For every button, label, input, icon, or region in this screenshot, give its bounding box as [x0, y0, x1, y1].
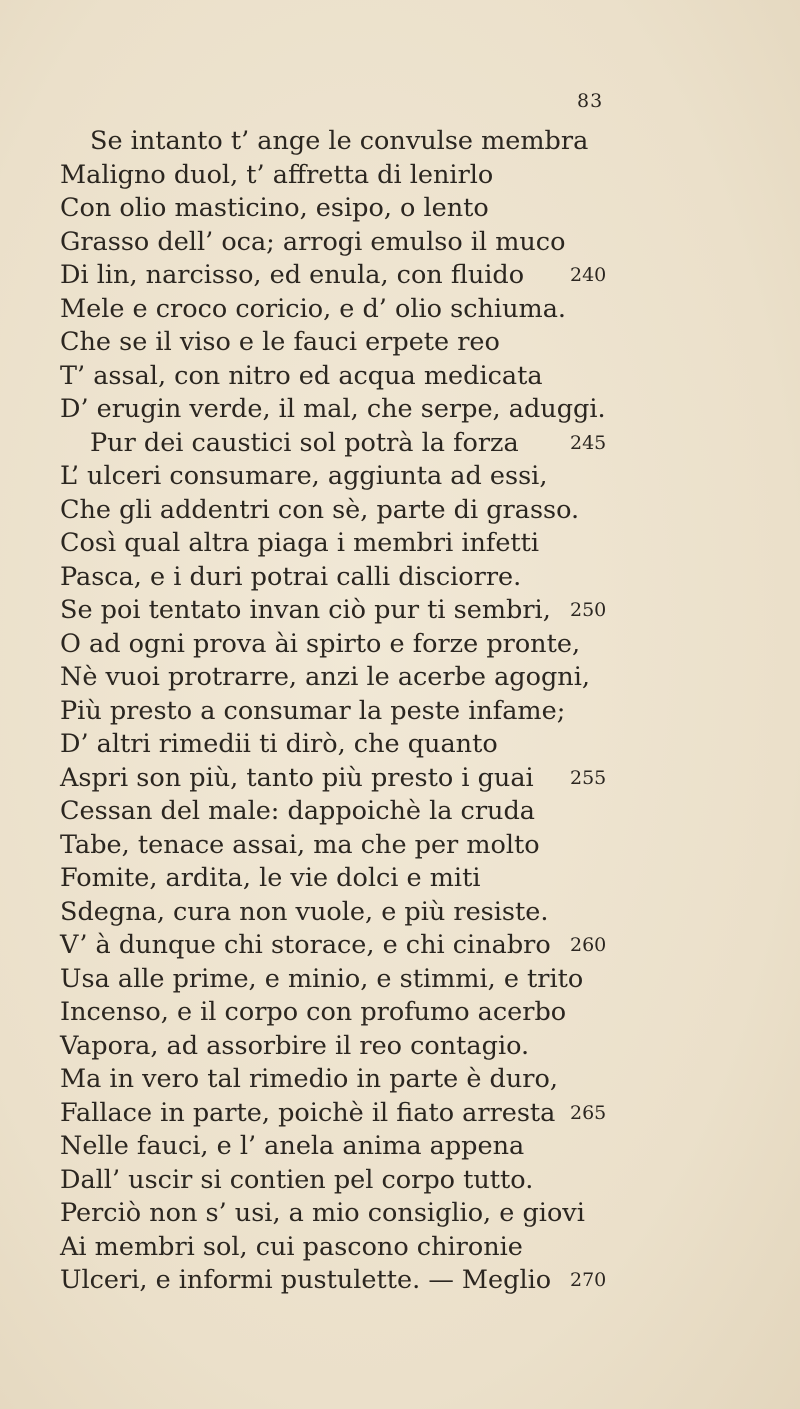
verse-line: L’ ulceri consumare, aggiunta ad essi, [60, 461, 548, 491]
line-number: 265 [570, 1101, 607, 1124]
verse-line: Perciò non s’ usi, a mio consiglio, e giovi [60, 1198, 585, 1228]
verse-line: Grasso dell’ oca; arrogi emulso il muco [60, 226, 566, 257]
line-number: 245 [570, 431, 607, 454]
verse-line: Così qual altra piaga i membri infetti [60, 528, 540, 558]
line-number: 270 [570, 1269, 607, 1291]
verse-line: Cessan del male: dappoichè la cruda [60, 796, 535, 826]
verse-line: Pur dei caustici sol potrà la forza [90, 427, 519, 458]
verse-line: Che se il viso e le fauci erpete reo [60, 327, 500, 357]
verse-line: Pasca, e i duri potrai calli disciorre. [60, 561, 522, 592]
verse-line: Sdegna, cura non vuole, e più resiste. [60, 896, 549, 927]
verse-line: Ma in vero tal rimedio in parte è duro, [60, 1064, 558, 1094]
verse-line: Ulceri, e informi pustulette. — Meglio [60, 1265, 552, 1295]
verse-line: Che gli addentri con sè, parte di grasso. [60, 494, 580, 525]
line-number: 250 [570, 599, 607, 621]
verse-line: Più presto a consumar la peste infame; [60, 695, 566, 726]
verse-line: Mele e croco coricio, e d’ olio schiuma. [60, 293, 567, 324]
line-number: 240 [570, 264, 607, 286]
verse-line: Fallace in parte, poichè il fiato arresta [60, 1097, 556, 1128]
verse-line: Nè vuoi protrarre, anzi le acerbe agogni, [60, 662, 590, 692]
verse-line: D’ erugin verde, il mal, che serpe, aduggi. [60, 394, 606, 424]
verse-line: Se poi tentato invan ciò pur ti sembri, [60, 595, 551, 625]
page-number: 83 [577, 90, 604, 112]
verse-line: Di lin, narcisso, ed enula, con fluido [60, 260, 525, 290]
verse-line: Dall’ uscir si contien pel corpo tutto. [60, 1164, 534, 1195]
verse-line: O ad ogni prova ài spirto e forze pronte, [60, 628, 581, 659]
verse-line: Con olio masticino, esipo, o lento [60, 193, 489, 223]
line-number: 260 [570, 934, 607, 956]
verse-line: V’ à dunque chi storace, e chi cinabro [60, 930, 551, 960]
verse-line: Aspri son più, tanto più presto i guai [60, 762, 534, 793]
verse-line: Nelle fauci, e l’ anela anima appena [60, 1131, 525, 1161]
verse-line: Vapora, ad assorbire il reo contagio. [60, 1030, 530, 1061]
line-number: 255 [570, 766, 607, 789]
verse-line: Incenso, e il corpo con profumo acerbo [60, 997, 567, 1027]
verse-line: D’ altri rimedii ti dirò, che quanto [60, 729, 498, 759]
verse-line: Usa alle prime, e minio, e stimmi, e trito [60, 963, 584, 994]
verse-line: Fomite, ardita, le vie dolci e miti [60, 863, 481, 893]
verse-line: Tabe, tenace assai, ma che per molto [60, 829, 540, 860]
verse-line: Maligno duol, t’ affretta di lenirlo [60, 159, 494, 190]
verse-line: T’ assal, con nitro ed acqua medicata [60, 360, 543, 391]
verse-line: Se intanto t’ ange le convulse membra [90, 126, 589, 156]
verse-line: Ai membri sol, cui pascono chironie [60, 1231, 523, 1262]
